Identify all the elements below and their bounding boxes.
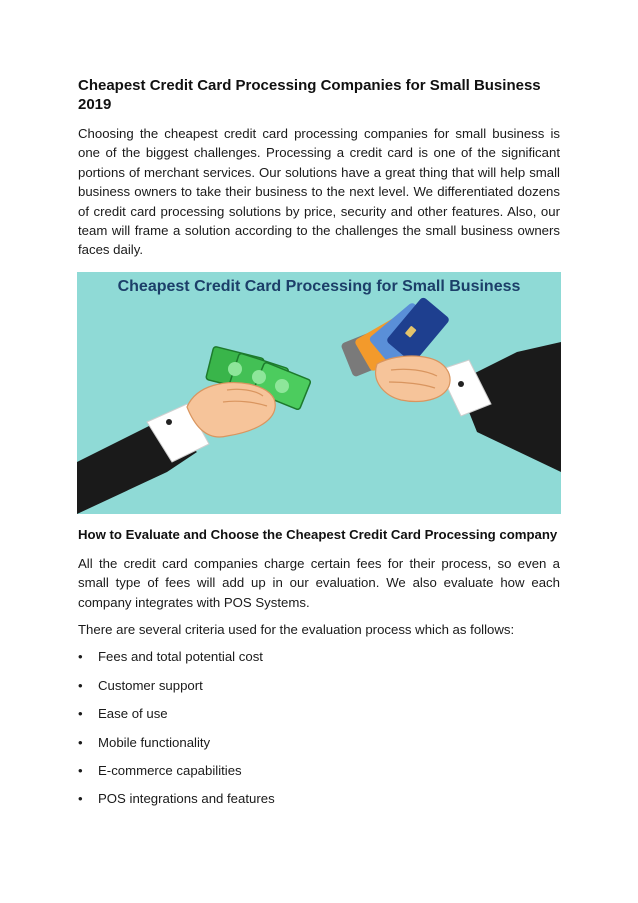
list-item: [78, 733, 560, 752]
cufflink-icon: [166, 419, 172, 425]
section-heading: How to Evaluate and Choose the Cheapest Credit Card Processing company: [78, 526, 558, 542]
right-hand-icon: [376, 356, 450, 401]
bullet-icon: •: [78, 706, 83, 722]
criteria-intro: There are several criteria used for the evaluation process which as follows:: [78, 622, 515, 638]
section-paragraph: All the credit card companies charge certain fees for their process, so even a small type of fees will add up in our evaluation. We also evaluate how each company integrates with POS Systems.: [78, 555, 560, 610]
criteria-item-label: Ease of use: [98, 706, 168, 722]
document-content: [78, 76, 560, 818]
intro-paragraph: Choosing the cheapest credit card processing companies for small business is one of the biggest challenges. Processing a credit card is one of the significant portions of merchant services. Our solutions have a great thing that will help small business owners to take their business to the next level. We differentiated dozens of credit card processing solutions by price, security and other features. Also, our team will frame a solution according to the challenges the small business owners faces daily.: [78, 126, 560, 258]
bullet-icon: •: [78, 677, 83, 693]
cufflink-icon-right: [458, 381, 464, 387]
criteria-item-label: E-commerce capabilities: [98, 763, 242, 779]
criteria-list: [78, 647, 560, 808]
document-title: Cheapest Credit Card Processing Companies for Small Business 2019: [78, 77, 541, 113]
list-item: [78, 676, 560, 695]
hero-title-text: Cheapest Credit Card Processing for Small Business: [117, 277, 521, 295]
list-item: [78, 704, 560, 723]
criteria-item-label: Fees and total potential cost: [98, 649, 263, 665]
hero-illustration: [77, 272, 561, 514]
criteria-item-label: Customer support: [98, 677, 203, 693]
criteria-item-label: POS integrations and features: [98, 791, 275, 807]
bullet-icon: •: [78, 734, 83, 750]
bullet-icon: •: [78, 649, 83, 665]
list-item: [78, 761, 560, 780]
list-item: [78, 789, 560, 808]
bullet-icon: •: [78, 763, 83, 779]
bullet-icon: •: [78, 791, 83, 807]
criteria-item-label: Mobile functionality: [98, 734, 211, 750]
list-item: [78, 647, 560, 666]
left-hand-icon: [187, 382, 275, 436]
hands-exchange-illustration: [77, 272, 561, 514]
